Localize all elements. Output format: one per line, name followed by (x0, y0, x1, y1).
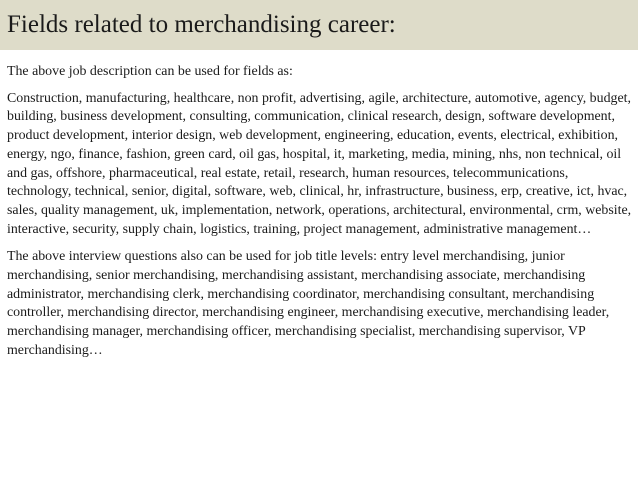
slide-title: Fields related to merchandising career: (7, 11, 396, 38)
slide-body (7, 63, 633, 370)
slide-header-bar (0, 0, 638, 50)
job-titles-text: The above interview questions also can be used for job title levels: entry level merchandising, junior merchandising, senior merchandising, merchandising assistant, merchandising associate, merchandising administrator, merchandising clerk, merchandising coordinator, merchandising consultant, merchandising controller, merchandising director, merchandising engineer, merchandising executive, merchandising leader, merchandising manager, merchandising officer, merchandising specialist, merchandising supervisor, VP merchandising… (7, 249, 610, 358)
fields-list-text: Construction, manufacturing, healthcare, non profit, advertising, agile, architecture, automotive, agency, budget, building, business development, consulting, communication, clinical research, design, software development, product development, interior design, web development, engineering, education, events, electrical, exhibition, energy, ngo, finance, fashion, green card, oil gas, hospital, it, marketing, media, mining, nhs, non technical, oil and gas, offshore, pharmaceutical, real estate, retail, research, human resources, telecommunications, technology, technical, senior, digital, software, web, clinical, hr, infrastructure, business, erp, creative, ict, hvac, sales, quality management, uk, implementation, network, operations, architectural, environmental, crm, website, interactive, security, supply chain, logistics, training, project management, administrative management… (7, 90, 632, 237)
intro-text: The above job description can be used for fields as: (7, 64, 293, 79)
